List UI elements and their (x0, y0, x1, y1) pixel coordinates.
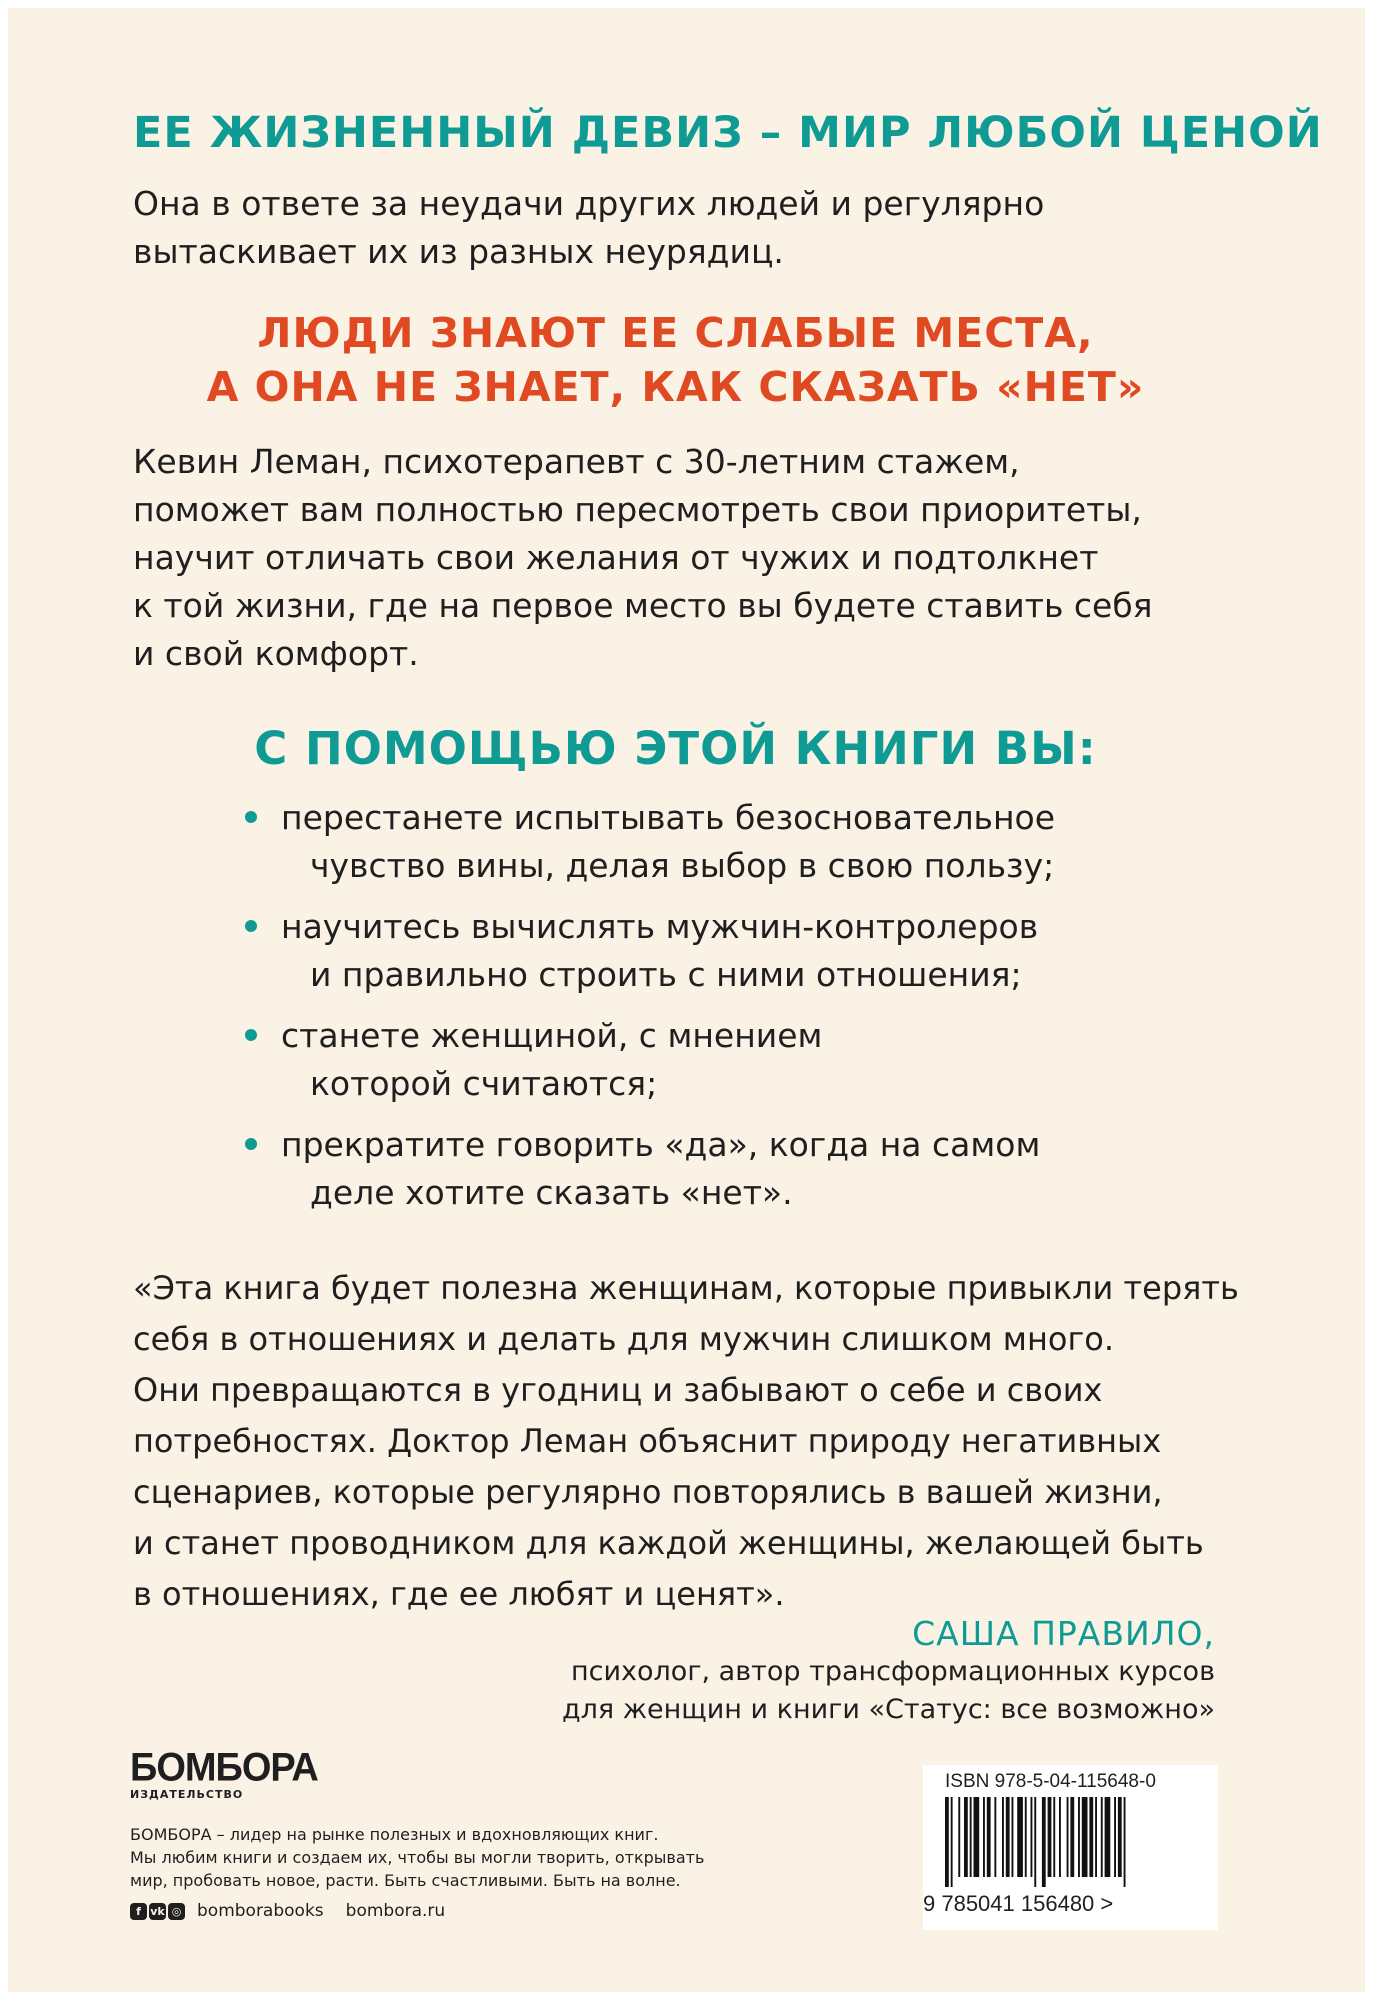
quote-attribution (562, 1614, 1215, 1729)
quote-line: «Эта книга будет полезна женщинам, которые привыкли терять (133, 1269, 1239, 1307)
bullet-icon (245, 811, 257, 823)
publisher-about-line: БОМБОРА – лидер на рынке полезных и вдохновляющих книг. (130, 1825, 659, 1844)
list-item-line: чувство вины, делая выбор в свою пользу; (310, 846, 1055, 885)
barcode-bar (958, 1797, 960, 1877)
publisher-social-links (130, 1901, 445, 1921)
publisher-about-line: мир, пробовать новое, расти. Быть счастливыми. Быть на волне. (130, 1871, 681, 1890)
description-line: Кевин Леман, психотерапевт с 30-летним стажем, (133, 442, 1020, 481)
publisher-logo (130, 1745, 318, 1801)
quote-line: в отношениях, где ее любят и ценят». (133, 1575, 785, 1613)
list-item (273, 1012, 1055, 1108)
publisher-website[interactable]: bombora.ru (345, 1901, 446, 1921)
benefits-list (273, 794, 1055, 1230)
publisher-logo-sub: ИЗДАТЕЛЬСТВО (130, 1788, 244, 1801)
list-item (273, 1121, 1055, 1217)
barcode-bar (1042, 1797, 1046, 1887)
barcode-bar (951, 1797, 953, 1887)
publisher-about-line: Мы любим книги и создаем их, чтобы вы могли творить, открывать (130, 1848, 705, 1867)
barcode-image (945, 1797, 1195, 1887)
barcode-bar (1082, 1797, 1088, 1877)
bullet-icon (245, 1138, 257, 1150)
barcode-bar (987, 1797, 991, 1877)
vk-icon[interactable]: vk (150, 1904, 165, 1918)
barcode-bar (1114, 1797, 1116, 1877)
list-item-line: которой считаются; (310, 1064, 658, 1103)
barcode-bar (1025, 1797, 1027, 1877)
barcode-bar (1105, 1797, 1111, 1877)
publisher-logo-name: БОМБОРА (130, 1745, 318, 1791)
barcode-bar (1070, 1797, 1074, 1877)
quote-line: потребностях. Доктор Леман объяснит природу негативных (133, 1422, 1162, 1460)
publisher-about (130, 1823, 704, 1892)
bullet-icon (245, 920, 257, 932)
intro-paragraph (133, 180, 1233, 276)
barcode-bar (1012, 1797, 1014, 1877)
quote-line: себя в отношениях и делать для мужчин слишком много. (133, 1320, 1114, 1358)
intro-line: Она в ответе за неудачи других людей и регулярно (133, 184, 1045, 223)
quote-author-desc-line: для женщин и книги «Статус: все возможно» (561, 1694, 1215, 1725)
headline-weak-spots (133, 306, 1218, 414)
list-item-line: прекратите говорить «да», когда на самом (281, 1125, 1041, 1164)
social-handle[interactable]: bomborabooks (197, 1901, 324, 1921)
barcode-bar (994, 1797, 996, 1877)
description-paragraph (133, 438, 1233, 678)
quote-author-desc-line: психолог, автор трансформационных курсов (571, 1656, 1215, 1687)
barcode-bar (945, 1797, 949, 1887)
barcode-bar (1031, 1797, 1033, 1877)
barcode-bar (983, 1797, 985, 1877)
quote-line: Они превращаются в угодниц и забывают о себе и своих (133, 1371, 1103, 1409)
barcode-bar (1078, 1797, 1080, 1877)
barcode-bar (1089, 1797, 1093, 1877)
headline-motto: ЕЕ ЖИЗНЕННЫЙ ДЕВИЗ – МИР ЛЮБОЙ ЦЕНОЙ (133, 108, 1323, 158)
list-item (273, 903, 1055, 999)
barcode-bar (974, 1797, 980, 1877)
isbn-digits: 9 785041 156480 > (923, 1891, 1114, 1916)
facebook-icon[interactable]: f (130, 1903, 147, 1920)
endorsement-quote (133, 1263, 1239, 1620)
barcode-bar (1101, 1797, 1103, 1877)
book-back-cover (8, 8, 1365, 1992)
list-item (273, 794, 1055, 890)
barcode-bar (1067, 1797, 1069, 1877)
barcode-bar (1017, 1797, 1023, 1877)
quote-author-name: САША ПРАВИЛО, (912, 1614, 1215, 1653)
list-item-line: и правильно строить с ними отношения; (310, 955, 1022, 994)
barcode-bar (970, 1797, 972, 1877)
barcode-bar (1053, 1797, 1055, 1877)
isbn-label: ISBN 978-5-04-115648-0 (945, 1771, 1156, 1792)
barcode-bar (1034, 1797, 1036, 1887)
headline-line: ЛЮДИ ЗНАЮТ ЕЕ СЛАБЫЕ МЕСТА, (257, 309, 1094, 357)
barcode-bar (1006, 1797, 1010, 1877)
description-line: научит отличать свои желания от чужих и подтолкнет (133, 538, 1099, 577)
barcode-bar (1048, 1797, 1052, 1877)
headline-line: А ОНА НЕ ЗНАЕТ, КАК СКАЗАТЬ «НЕТ» (206, 363, 1145, 411)
quote-line: и станет проводником для каждой женщины, желающей быть (133, 1524, 1204, 1562)
barcode-bar (1059, 1797, 1061, 1877)
quote-line: сценариев, которые регулярно повторялись в вашей жизни, (133, 1473, 1163, 1511)
isbn-barcode-box (923, 1765, 1218, 1930)
barcode-bar (1118, 1797, 1122, 1877)
bullet-icon (245, 1029, 257, 1041)
description-line: и свой комфорт. (133, 634, 419, 673)
instagram-icon[interactable]: ◎ (168, 1903, 185, 1920)
list-item-line: деле хотите сказать «нет». (310, 1173, 793, 1212)
barcode-bar (1095, 1797, 1097, 1877)
description-line: к той жизни, где на первое место вы будете ставить себя (133, 586, 1153, 625)
list-item-line: станете женщиной, с мнением (281, 1016, 823, 1055)
list-item-line: научитесь вычислять мужчин-контролеров (281, 907, 1039, 946)
headline-benefits: С ПОМОЩЬЮ ЭТОЙ КНИГИ ВЫ: (254, 722, 1097, 775)
barcode-bar (1002, 1797, 1004, 1877)
barcode-bar (1124, 1797, 1126, 1887)
intro-line: вытаскивает их из разных неурядиц. (133, 232, 784, 271)
barcode-bar (964, 1797, 968, 1877)
list-item-line: перестанете испытывать безосновательное (281, 798, 1056, 837)
description-line: поможет вам полностью пересмотреть свои приоритеты, (133, 490, 1142, 529)
